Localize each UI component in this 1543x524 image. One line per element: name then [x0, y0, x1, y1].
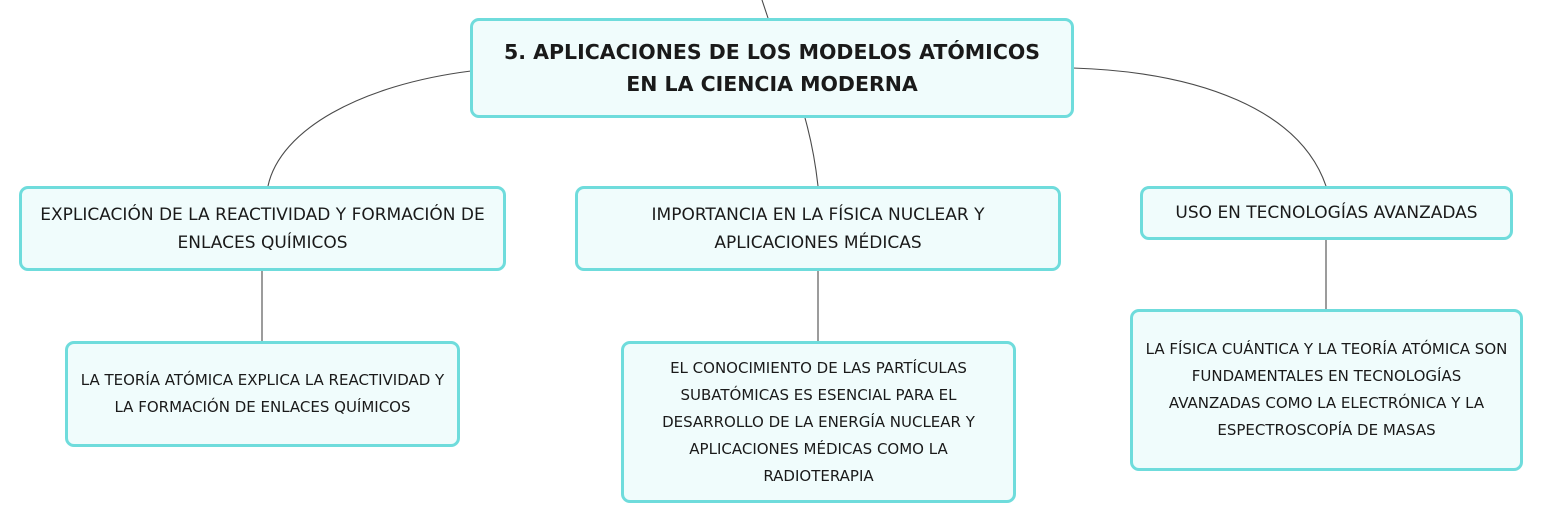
detail-topic-fisica-nuclear[interactable] — [621, 341, 1016, 503]
branch-topic-reactividad[interactable] — [19, 186, 506, 271]
detail-topic-label: LA TEORÍA ATÓMICA EXPLICA LA REACTIVIDAD Y LA FORMACIÓN DE ENLACES QUÍMICOS — [80, 371, 445, 416]
branch-topic-label: EXPLICACIÓN DE LA REACTIVIDAD Y FORMACIÓN DE ENLACES QUÍMICOS — [40, 204, 485, 253]
detail-topic-tecnologias[interactable] — [1130, 309, 1523, 471]
root-topic-label: 5. APLICACIONES DE LOS MODELOS ATÓMICOS EN LA CIENCIA MODERNA — [503, 40, 1041, 96]
branch-topic-fisica-nuclear[interactable] — [575, 186, 1061, 271]
branch-topic-label: IMPORTANCIA EN LA FÍSICA NUCLEAR Y APLICACIONES MÉDICAS — [651, 204, 985, 253]
detail-topic-label: LA FÍSICA CUÁNTICA Y LA TEORÍA ATÓMICA SON FUNDAMENTALES EN TECNOLOGÍAS AVANZADAS COMO LA ELECTRÓNICA Y LA ESPECTROSCOPÍA DE MASAS — [1145, 340, 1508, 439]
connector-incoming — [762, 0, 768, 18]
detail-topic-label: EL CONOCIMIENTO DE LAS PARTÍCULAS SUBATÓMICAS ES ESENCIAL PARA EL DESARROLLO DE LA ENERGÍA NUCLEAR Y APLICACIONES MÉDICAS COMO LA RADIOTERAPIA — [662, 358, 975, 485]
branch-topic-label: USO EN TECNOLOGÍAS AVANZADAS — [1175, 203, 1478, 223]
detail-topic-reactividad[interactable] — [65, 341, 460, 447]
branch-topic-tecnologias[interactable] — [1140, 186, 1513, 240]
root-topic[interactable] — [470, 18, 1074, 118]
connector-root-branch-2 — [805, 118, 818, 186]
connector-root-branch-1 — [268, 71, 471, 186]
connector-root-branch-3 — [1073, 68, 1326, 186]
